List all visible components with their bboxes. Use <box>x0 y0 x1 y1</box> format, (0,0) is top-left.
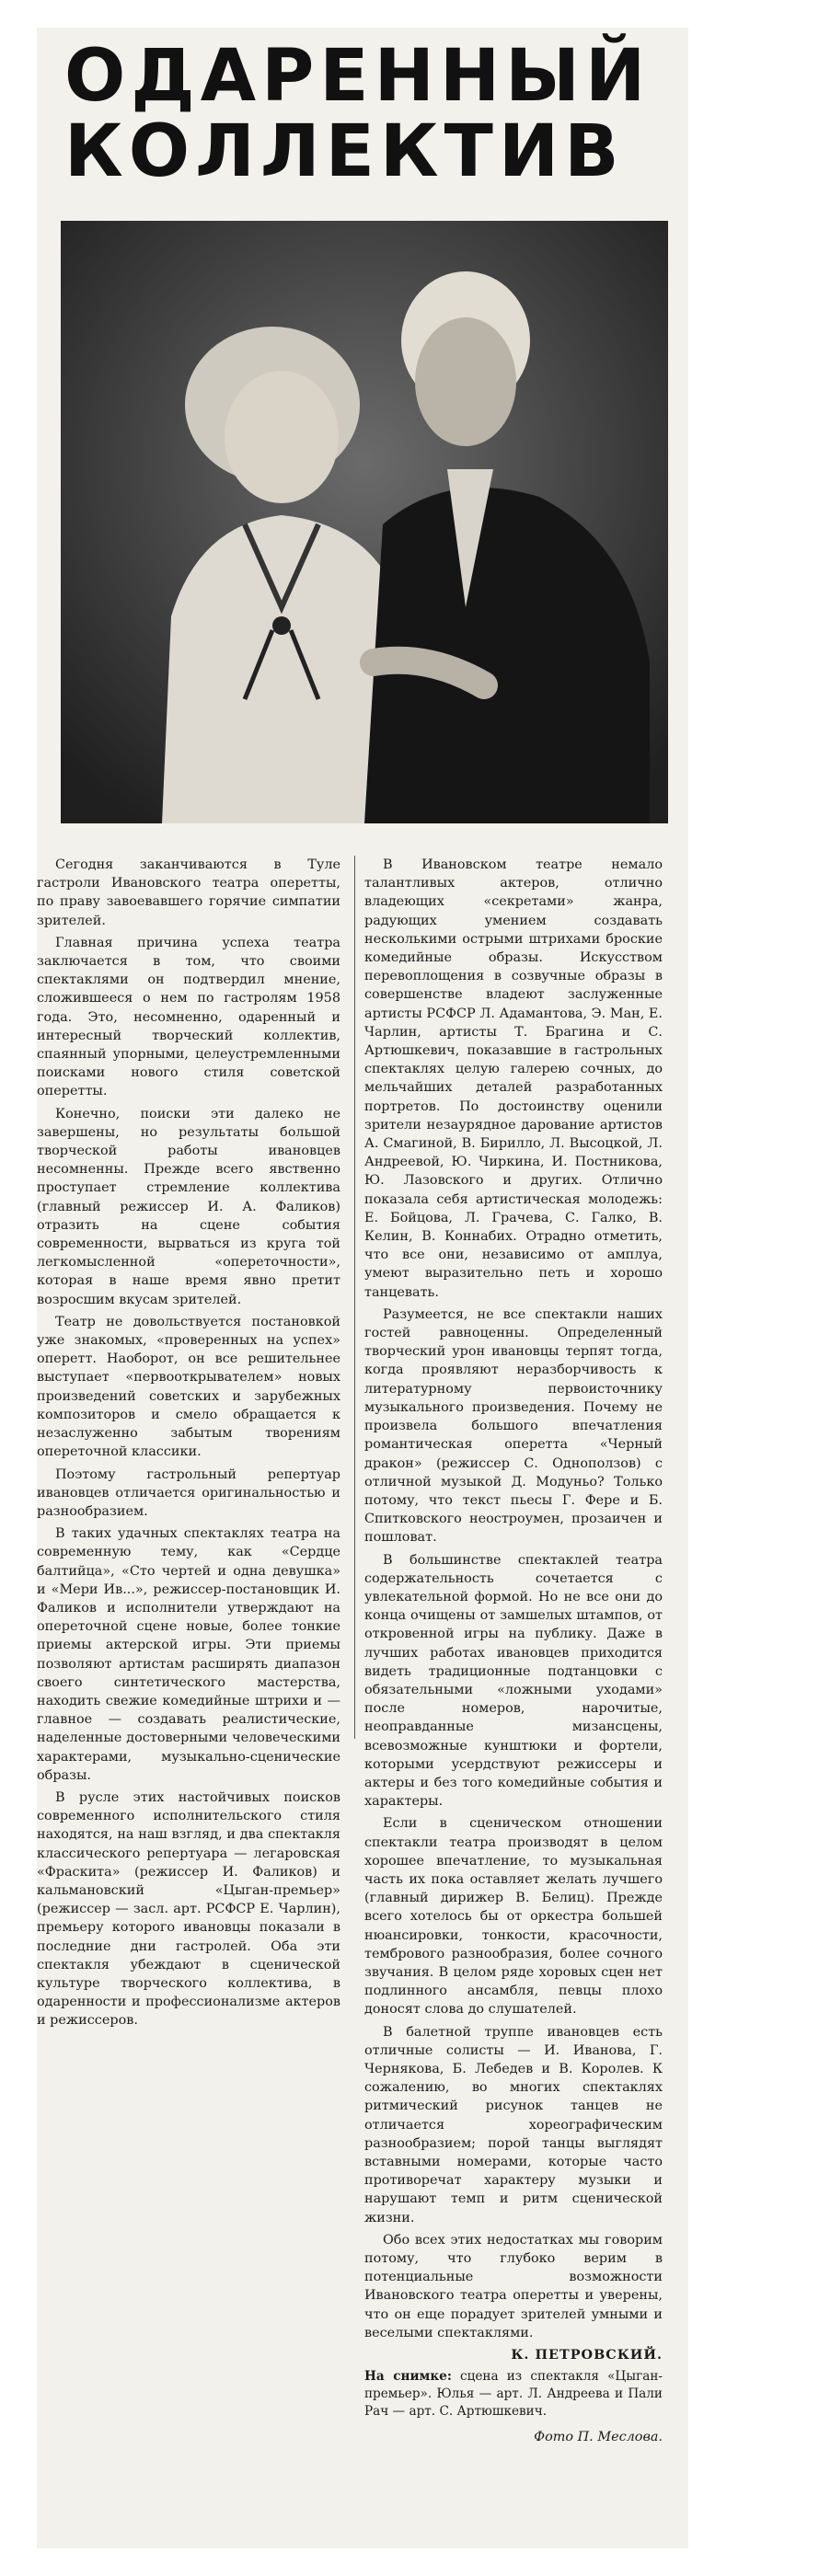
photo-credit: Фото П. Меслова. <box>534 2430 663 2445</box>
column-1 <box>37 856 340 2030</box>
paragraph: Разумеется, не все спектакли наших гостей равноценны. Определенный творческий урон ивановцы терпят тогда, когда проявляют неразборчивость к литературному первоисточнику музыкального произведения. Почему не произвела большого впечатления романтическая оперетта «Черный дракон» (режиссер С. Одноползов) с отличной музыкой Д. Модуньо? Только потому, что текст пьесы Г. Фере и Б. Спитковского неостроумен, прозаичен и пошловат. <box>364 1306 663 1546</box>
paragraph: Сегодня заканчиваются в Туле гастроли Ивановского театра оперетты, по праву завоевавшего горячие симпатии зрителей. <box>37 857 340 928</box>
photo-caption <box>364 2368 663 2421</box>
headline-line-1: ОДАРЕННЫЙ <box>64 35 652 118</box>
paragraph: Поэтому гастрольный репертуар ивановцев отличается оригинальностью и разнообразием. <box>37 1466 340 1519</box>
theatre-scene-photo-icon <box>61 221 668 823</box>
paragraph: Конечно, поиски эти далеко не завершены, но результаты большой творческой работы ивановцев несомненны. Прежде всего явственно проступает стремление коллектива (главный режиссер И. А. Фаликов) отразить на сцене события современности, вырваться из круга той легкомысленной «опереточности», которая в наше время явно претит возросшим вкусам зрителей. <box>37 1106 340 1307</box>
paragraph: В балетной труппе ивановцев есть отличные солисты — И. Иванова, Г. Чернякова, Б. Лебедев и В. Королев. К сожалению, во многих спектаклях ритмический рисунок танцев не отличается хореографическим разнообразием; порой танцы выглядят вставными номерами, которые часто противоречат характеру музыки и нарушают темп и ритм сценической жизни. <box>364 2024 663 2225</box>
paragraph: В русле этих настойчивых поисков современного исполнительского стиля находятся, на наш взгляд, и два спектакля классического репертуара — легаровская «Фраскита» (режиссер И. Фаликов) и кальмановский «Цыган-премьер» (режиссер — засл. арт. РСФСР Е. Чарлин), премьеру которого ивановцы показали в последние дни гастролей. Оба эти спектакля убеждают в сценической культуре творческого коллектива, в одаренности и профессионализме актеров и режиссеров. <box>37 1789 340 2029</box>
caption-text: сцена из спектакля «Цыган-премьер». Юлья — арт. Л. Андреева и Пали Рач — арт. С. Артюшкевич. <box>364 2369 663 2420</box>
caption-lead: На снимке: <box>364 2369 452 2385</box>
paragraph: В большинстве спектаклей театра содержательность сочетается с увлекательной формой. Но не все они до конца очищены от замшелых штампов, от откровенной игры на публику. Даже в лучших работах ивановцев приходится видеть традиционные подтанцовки с обязательными «ложными уходами» после номеров, нарочитые, неоправданные мизансцены, всевозможные кунштюки и фортели, которыми усердствуют режиссеры и актеры и без того комедийные события и характеры. <box>364 1552 663 1810</box>
headline-line-2: КОЛЛЕКТИВ <box>64 110 625 193</box>
paragraph: Если в сценическом отношении спектакли театра производят в целом хорошее впечатление, то музыкальная часть их пока оставляет желать лучшего (главный дирижер В. Белиц). Прежде всего хотелось бы от оркестра большей нюансировки, тонкости, красочности, тембрового разнообразия, более сочного звучания. В целом ряде хоровых сцен нет подлинного ансамбля, певцы плохо доносят слова до слушателей. <box>364 1816 663 2018</box>
paragraph: Театр не довольствуется постановкой уже знакомых, «проверенных на успех» оперетт. Наоборот, он все решительнее выступает «первооткрывателем» новых произведений советских и зарубежных композиторов и смело обращается к незаслуженно забытым творениям опереточной классики. <box>37 1314 340 1460</box>
author-signature: К. ПЕТРОВСКИЙ. <box>511 2347 663 2363</box>
paragraph: В таких удачных спектаклях театра на современную тему, как «Сердце балтийца», «Сто чертей и одна девушка» и «Мери Ив...», режиссер-постановщик И. Фаликов и исполнители утверждают на опереточной сцене новые, более тонкие приемы актерской игры. Эти приемы позволяют артистам расширять диапазон своего синтетического мастерства, находить свежие комедийные штрихи и — главное — создавать реалистические, наделенные достоверными человеческими характерами, музыкально-сценические образы. <box>37 1526 340 1783</box>
paragraph: Главная причина успеха театра заключается в том, что своими спектаклями он подтвердил мнение, сложившееся о нем по гастролям 1958 года. Это, несомненно, одаренный и интересный творческий коллектив, спаянный упорными, целеустремленными поисками нового стиля советской оперетты. <box>37 935 340 1099</box>
paragraph: Обо всех этих недостатках мы говорим потому, что глубоко верим в потенциальные возможности Ивановского театра оперетты и уверены, что он еще порадует зрителей умными и веселыми спектаклями. <box>364 2232 663 2340</box>
headline <box>64 35 652 193</box>
column-divider <box>354 856 355 1739</box>
paragraph: В Ивановском театре немало талантливых актеров, отлично владеющих «секретами» жанра, радующих умением создавать несколькими острыми штрихами броские комедийные образы. Искусством перевоплощения в созвучные образы в совершенстве владеют заслуженные артисты РСФСР Л. Адамантова, Э. Ман, Е. Чарлин, артисты Т. Брагина и С. Артюшкевич, показавшие в гастрольных спектаклях целую галерею сочных, до мельчайших деталей разработанных портретов. По достоинству оценили зрители незаурядное дарование артистов А. Смагиной, В. Бирилло, Л. Высоцкой, Л. Андреевой, Ю. Чиркина, И. Постникова, Ю. Лазовского и других. Отлично показала себя артистическая молодежь: Е. Бойцова, Л. Грачева, С. Галко, В. Келин, В. Коннабих. Отрадно отметить, что все они, независимо от амплуа, умеют выразительно петь и хорошо танцевать. <box>364 857 663 1300</box>
article-photo <box>61 221 668 823</box>
column-2 <box>364 856 663 2446</box>
